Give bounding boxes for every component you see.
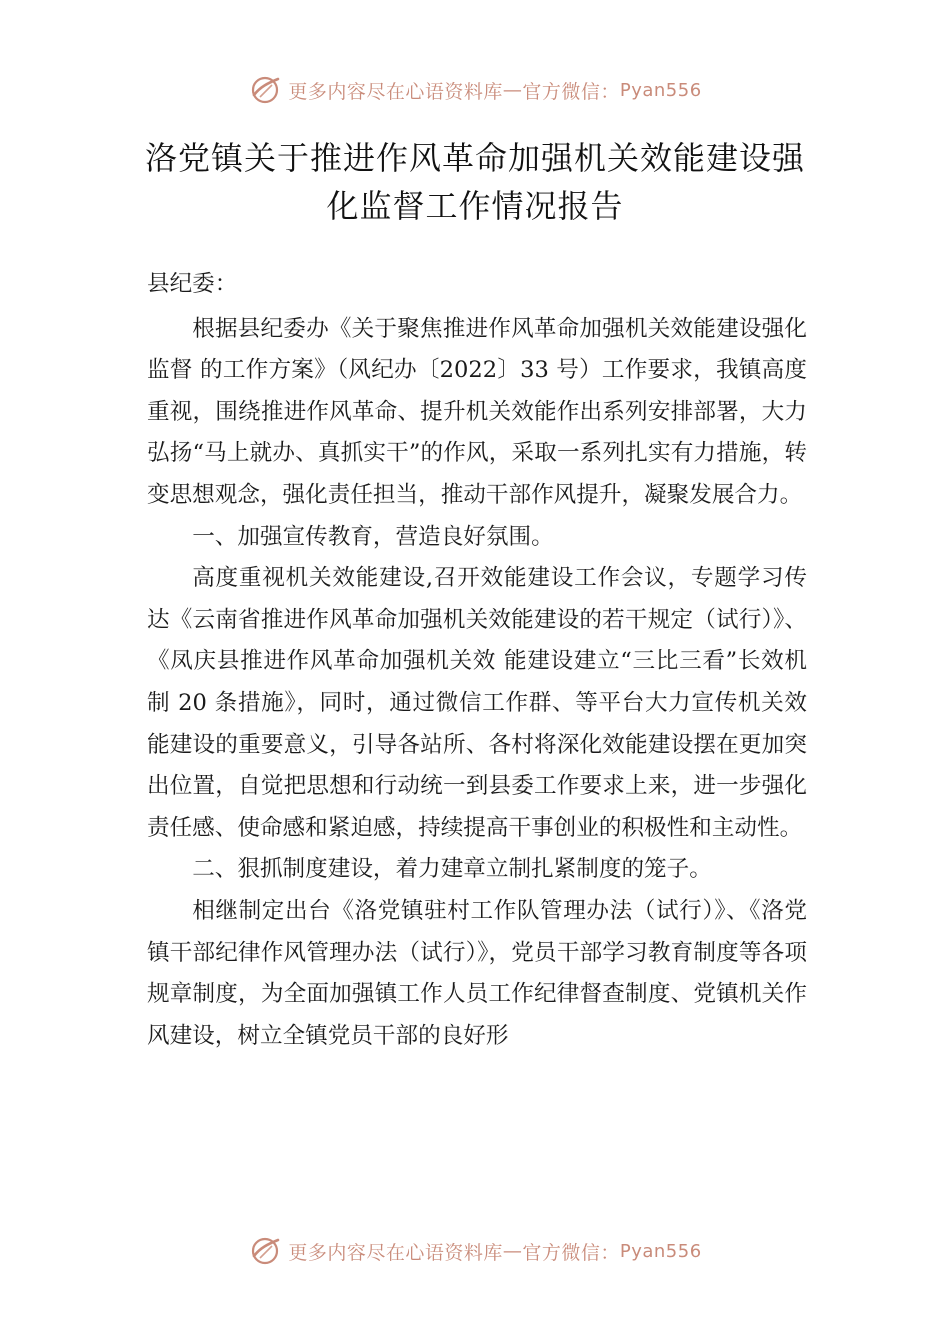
watermark-separator: — (502, 79, 523, 101)
watermark-text: 更多内容尽在心语资料库 (288, 80, 503, 103)
watermark-separator: — (502, 1240, 523, 1262)
watermark-wechat-label: 官方微信： (522, 80, 620, 103)
watermark-header (0, 70, 950, 110)
watermark-wechat-id: Pyan556 (619, 1240, 702, 1262)
watermark-text: 更多内容尽在心语资料库 (288, 1241, 503, 1264)
paragraph-intro: 根据县纪委办《关于聚焦推进作风革命加强机关效能建设强化监督 的工作方案》（风纪办〔2022〕33 号）工作要求，我镇高度重视，围绕推进作风革命、提升机关效能作出系列安排部署，大力弘扬“马上就办、真抓实干”的作风，采取一系列扎实有力措施，转变思想观念，强化责任担当，推动干部作风提升，凝聚发展合力。 (147, 315, 807, 508)
watermark-logo-icon (248, 1234, 282, 1268)
document-body (147, 264, 807, 1057)
watermark-wechat-label: 官方微信： (522, 1241, 620, 1264)
watermark-wechat-id: Pyan556 (619, 79, 702, 101)
salutation: 县纪委： (147, 271, 238, 297)
paragraph-section-1: 高度重视机关效能建设,召开效能建设工作会议，专题学习传达《云南省推进作风革命加强机关效能建设的若干规定（试行）》、《凤庆县推进作风革命加强机关效 能建设建立“三比三看”长效机制 20 条措施》，同时，通过微信工作群、等平台大力宣传机关效能建设的重要意义，引导各站所、各村将深化效能建设摆在更加突出位置，自觉把思想和行动统一到县委工作要求上来，进一步强化责任感、使命感和紧迫感，持续提高干事创业的积极性和主动性。 (147, 565, 807, 841)
watermark-footer (0, 1231, 950, 1271)
section-heading-2: 二、狠抓制度建设，着力建章立制扎紧制度的笼子。 (192, 856, 712, 883)
section-heading-1: 一、加强宣传教育，营造良好氛围。 (192, 523, 554, 550)
paragraph-section-2: 相继制定出台《洛党镇驻村工作队管理办法（试行）》、《洛党镇干部纪律作风管理办法（试行）》，党员干部学习教育制度等各项规章制度，为全面加强镇工作人员工作纪律督查制度、党镇机关作风建设，树立全镇党员干部的良好形 (147, 897, 807, 1049)
document-title: 洛党镇关于推进作风革命加强机关效能建设强化监督工作情况报告 (144, 139, 805, 225)
watermark-logo-icon (248, 73, 282, 107)
